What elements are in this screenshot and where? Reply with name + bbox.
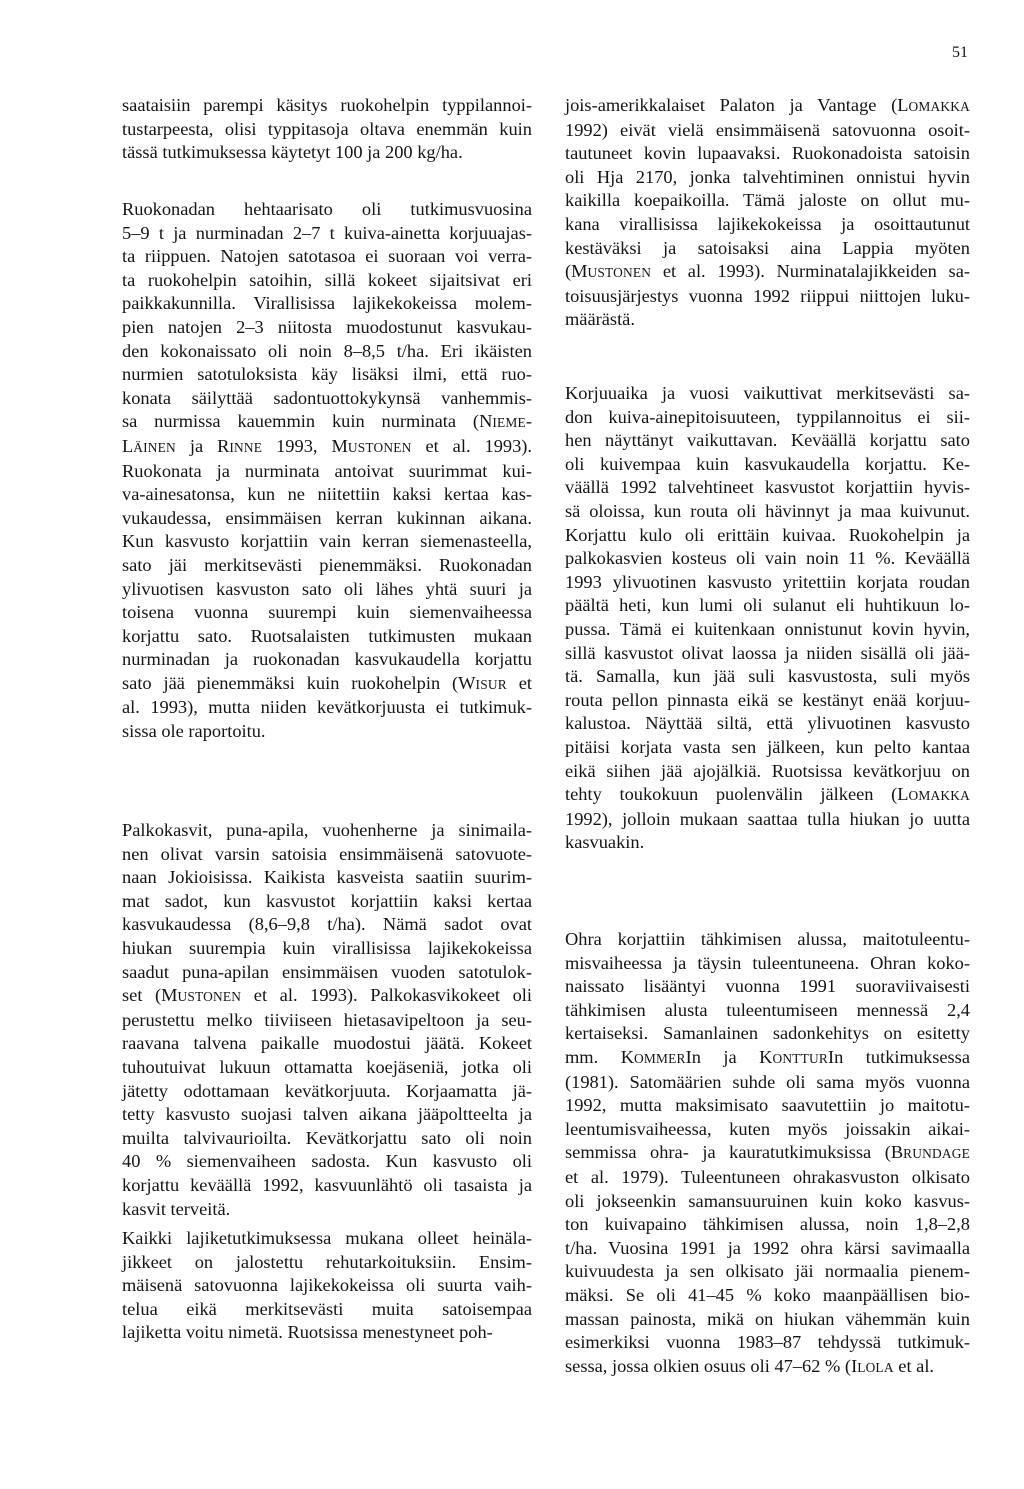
text-line: pussa. Tämä ei kuitenkaan onnistunut kovin hyvin, bbox=[565, 618, 970, 639]
text-line: Palkokasvit, puna-apila, vuohenherne ja sinimaila- bbox=[122, 820, 532, 840]
paragraph bbox=[565, 382, 970, 855]
text-line: LÄINEN ja RINNE 1993, MUSTONEN et al. 1993). bbox=[122, 435, 533, 456]
paragraph bbox=[565, 94, 970, 332]
paragraph bbox=[565, 928, 970, 1379]
text-line: jätetty odottamaan kevätkorjuuta. Korjaamatta jä- bbox=[122, 1080, 532, 1101]
text-line: Ruokonadan hehtaarisato oli tutkimusvuosina bbox=[122, 199, 532, 219]
text-line: ta riippuen. Natojen satotasoa ei suoraan voi verra- bbox=[122, 246, 532, 267]
text-line: kasvit terveitä. bbox=[122, 1198, 231, 1219]
text-line: hen näyttänyt vaikuttavan. Keväällä korjattu sato bbox=[565, 430, 970, 451]
text-line: saataisiin parempi käsitys ruokohelpin typpilannoi- bbox=[122, 95, 532, 115]
text-line: eikä siihen jää ajojälkiä. Ruotsissa kevätkorjuu on bbox=[565, 760, 970, 781]
text-line: vukaudessa, ensimmäisen kerran kukinnan aikana. bbox=[122, 507, 532, 528]
text-line: et al. 1979). Tuleentuneen ohrakasvuston olkisato bbox=[565, 1166, 970, 1187]
text-line: sessa, jossa olkien osuus oli 47–62 % (ILOLA et al. bbox=[565, 1355, 935, 1376]
text-line: mm. KOMMERIn ja KONTTURIn tutkimuksessa bbox=[565, 1046, 970, 1067]
text-line: toisuusjärjestys vuonna 1992 riippui niittojen luku- bbox=[565, 285, 970, 306]
text-line: routa pellon pinnasta eikä se kestänyt enää korjuu- bbox=[565, 689, 970, 710]
text-line: kestäväksi ja satoisaksi aina Lappia myöten bbox=[565, 237, 970, 258]
text-line: muilta talvivaurioilta. Kevätkorjattu sato oli noin bbox=[122, 1127, 532, 1148]
text-line: naan Jokioisissa. Kaikista kasveista saatiin suurim- bbox=[122, 867, 532, 888]
text-line: oli Hja 2170, jonka talvehtiminen onnistui hyvin bbox=[565, 166, 970, 187]
text-line: oli jokseenkin samansuuruinen kuin koko kasvus- bbox=[565, 1190, 970, 1211]
text-line: tetty kasvusto suojasi talven aikana jääpoltteelta ja bbox=[122, 1104, 532, 1125]
text-line: palkokasvien kosteus oli vain noin 11 %. Keväällä bbox=[565, 548, 970, 569]
text-line: tustarpeesta, olisi typpitasoja oltava enemmän kuin bbox=[122, 118, 532, 139]
text-line: 1992) eivät vielä ensimmäisenä satovuonna osoit- bbox=[565, 119, 970, 140]
text-line: sato jäi merkitsevästi pienemmäksi. Ruokonadan bbox=[122, 554, 532, 575]
text-line: kalustoa. Näyttää siltä, että ylivuotinen kasvusto bbox=[565, 713, 970, 734]
text-line: konata säilyttää sadontuottokykynsä vanhemmis- bbox=[122, 387, 532, 408]
paragraph bbox=[122, 198, 532, 744]
text-line: mäksi. Se oli 41–45 % koko maanpäällisen bio- bbox=[565, 1284, 970, 1305]
text-line: Ruokonata ja nurminata antoivat suurimmat kui- bbox=[122, 460, 532, 481]
text-line: t/ha. Vuosina 1991 ja 1992 ohra kärsi savimaalla bbox=[565, 1237, 970, 1258]
text-line: tehty toukokuun puolenvälin jälkeen (LOMAKKA bbox=[565, 784, 970, 805]
text-line: tautuneet kovin lupaavaksi. Ruokonadoista satoisin bbox=[565, 143, 970, 164]
text-line: Kun kasvusto korjattiin vain kerran siemenasteella, bbox=[122, 531, 532, 552]
text-line: korjattu keväällä 1992, kasvuunlähtö oli tasaista ja bbox=[122, 1174, 532, 1195]
text-line: naissato lisääntyi vuonna 1991 suoraviivaisesti bbox=[565, 976, 970, 997]
text-line: kaikilla koepaikoilla. Tämä jaloste on ollut mu- bbox=[565, 190, 970, 211]
text-line: Korjuuaika ja vuosi vaikuttivat merkitsevästi sa- bbox=[565, 383, 970, 403]
paragraph bbox=[122, 1227, 532, 1345]
text-line: paikkakunnilla. Virallisissa lajikekokeissa molem- bbox=[122, 293, 532, 314]
text-line: saadut puna-apilan ensimmäisen vuoden satotulok- bbox=[122, 961, 532, 982]
text-line: 5–9 t ja nurminadan 2–7 t kuiva-ainetta korjuuajas- bbox=[122, 222, 532, 243]
text-line: (1981). Satomäärien suhde oli sama myös vuonna bbox=[565, 1071, 970, 1092]
text-line: Ohra korjattiin tähkimisen alussa, maitotuleentu- bbox=[565, 929, 970, 949]
text-line: don kuiva-ainepitoisuuteen, typpilannoitus ei sii- bbox=[565, 406, 970, 427]
text-line: perustettu melko tiiviiseen hietasavipeltoon ja seu- bbox=[122, 1009, 532, 1030]
text-line: (MUSTONEN et al. 1993). Nurminatalajikkeiden sa- bbox=[565, 261, 970, 282]
text-line: hiukan suurempia kuin virallisissa lajikekokeissa bbox=[122, 937, 532, 958]
text-line: ylivuotisen kasvuston sato oli lähes yhtä suuri ja bbox=[122, 578, 532, 599]
text-line: päältä heti, kun lumi oli sulanut eli huhtikuun lo- bbox=[565, 595, 970, 616]
text-line: pien natojen 2–3 niitosta muodostunut kasvukau- bbox=[122, 316, 532, 337]
text-line: leentumisvaiheessa, kuten myös joissakin aikai- bbox=[565, 1118, 970, 1139]
text-line: al. 1993), mutta niiden kevätkorjuusta ei tutkimuk- bbox=[122, 697, 532, 718]
text-line: sillä kasvustot olivat laossa ja niiden sisällä oli jää- bbox=[565, 642, 970, 663]
text-line: tähkimisen alusta tuleentumiseen mennessä 2,4 bbox=[565, 999, 970, 1020]
text-line: määrästä. bbox=[565, 309, 635, 330]
text-line: 1993 ylivuotinen kasvusto yritettiin korjata roudan bbox=[565, 571, 970, 592]
text-line: jois-amerikkalaiset Palaton ja Vantage (LOMAKKA bbox=[565, 95, 970, 115]
text-line: misvaiheessa ja täysin tuleentuneena. Ohran koko- bbox=[565, 952, 970, 973]
text-line: 1992), jolloin mukaan saattaa tulla hiukan jo uutta bbox=[565, 808, 970, 829]
text-line: set (MUSTONEN et al. 1993). Palkokasvikokeet oli bbox=[122, 985, 533, 1006]
text-line: 1992, mutta maksimisato saavutettiin jo maitotu- bbox=[565, 1095, 970, 1116]
text-line: väällä 1992 talvehtineet kasvustot korjattiin hyvis- bbox=[565, 477, 970, 498]
paragraph bbox=[122, 94, 532, 165]
text-line: jikkeet on jalostettu rehutarkoituksiin. Ensim- bbox=[122, 1251, 532, 1272]
text-line: sato jää pienemmäksi kuin ruokohelpin (WISUR et bbox=[122, 672, 532, 693]
text-line: semmissa ohra- ja kauratutkimuksissa (BRUNDAGE bbox=[565, 1142, 970, 1163]
text-line: Kaikki lajiketutkimuksessa mukana olleet heinäla- bbox=[122, 1228, 532, 1248]
page-number: 51 bbox=[952, 44, 968, 61]
text-line: nen olivat varsin satoisia ensimmäisenä satovuote- bbox=[122, 843, 532, 864]
text-line: sa nurmissa kauemmin kuin nurminata (NIEME- bbox=[122, 411, 532, 432]
text-line: massan painosta, mikä on hiukan vähemmän kuin bbox=[565, 1308, 970, 1329]
text-line: mäisenä satovuonna lajikekokeissa oli suurta vaih- bbox=[122, 1275, 532, 1296]
text-line: telua eikä merkitsevästi muita satoisempaa bbox=[122, 1298, 532, 1319]
text-line: esimerkiksi vuonna 1983–87 tehdyssä tutkimuk- bbox=[565, 1332, 970, 1353]
text-line: sissa ole raportoitu. bbox=[122, 721, 266, 742]
text-line: va-ainesatonsa, kun ne niitettiin kaksi kertaa kas- bbox=[122, 484, 532, 505]
text-line: kertaiseksi. Samanlainen sadonkehitys on esitetty bbox=[565, 1023, 970, 1044]
text-line: lajiketta voitu nimetä. Ruotsissa menestyneet poh- bbox=[122, 1322, 493, 1343]
text-line: ton kuivapaino tähkimisen alussa, noin 1,8–2,8 bbox=[565, 1214, 970, 1235]
text-line: tuhoutuivat lukuun ottamatta koejäseniä, jotka oli bbox=[122, 1056, 532, 1077]
text-line: oli kuivempaa kuin kasvukaudella korjattu. Ke- bbox=[565, 453, 970, 474]
paragraph bbox=[122, 819, 532, 1221]
text-line: tässä tutkimuksessa käytetyt 100 ja 200 kg/ha. bbox=[122, 142, 463, 163]
text-line: mat sadot, kun kasvustot korjattiin kaksi kertaa bbox=[122, 890, 532, 911]
text-line: kana virallisissa lajikekokeissa ja osoittautunut bbox=[565, 213, 970, 234]
text-line: korjattu sato. Ruotsalaisten tutkimusten mukaan bbox=[122, 625, 532, 646]
text-line: tä. Samalla, kun jää suli kasvustosta, suli myös bbox=[565, 666, 970, 687]
text-line: ta ruokohelpin satoihin, sillä kokeet sijaitsivat eri bbox=[122, 269, 532, 290]
text-line: raavana talvena paikalle muodostui jäätä. Kokeet bbox=[122, 1033, 532, 1054]
text-line: toisena vuonna suurempi kuin siemenvaiheessa bbox=[122, 602, 532, 623]
text-line: nurminadan ja ruokonadan kasvukaudella korjattu bbox=[122, 649, 532, 670]
text-line: kasvuakin. bbox=[565, 832, 645, 853]
text-line: nurmien satotuloksista käy lisäksi ilmi, että ruo- bbox=[122, 364, 532, 385]
text-line: den kokonaissato oli noin 8–8,5 t/ha. Eri ikäisten bbox=[122, 340, 532, 361]
text-line: pitäisi korjata vasta sen jälkeen, kun pelto kantaa bbox=[565, 736, 970, 757]
text-line: kasvukaudessa (8,6–9,8 t/ha). Nämä sadot ovat bbox=[122, 914, 532, 935]
text-line: sä oloissa, kun routa oli hävinnyt ja maa kuivunut. bbox=[565, 500, 970, 521]
text-line: Korjattu kulo oli erittäin kuivaa. Ruokohelpin ja bbox=[565, 524, 970, 545]
text-line: kuivuudesta ja sen olkisato jäi normaalia pienem- bbox=[565, 1261, 970, 1282]
text-line: 40 % siemenvaiheen sadosta. Kun kasvusto oli bbox=[122, 1151, 532, 1172]
